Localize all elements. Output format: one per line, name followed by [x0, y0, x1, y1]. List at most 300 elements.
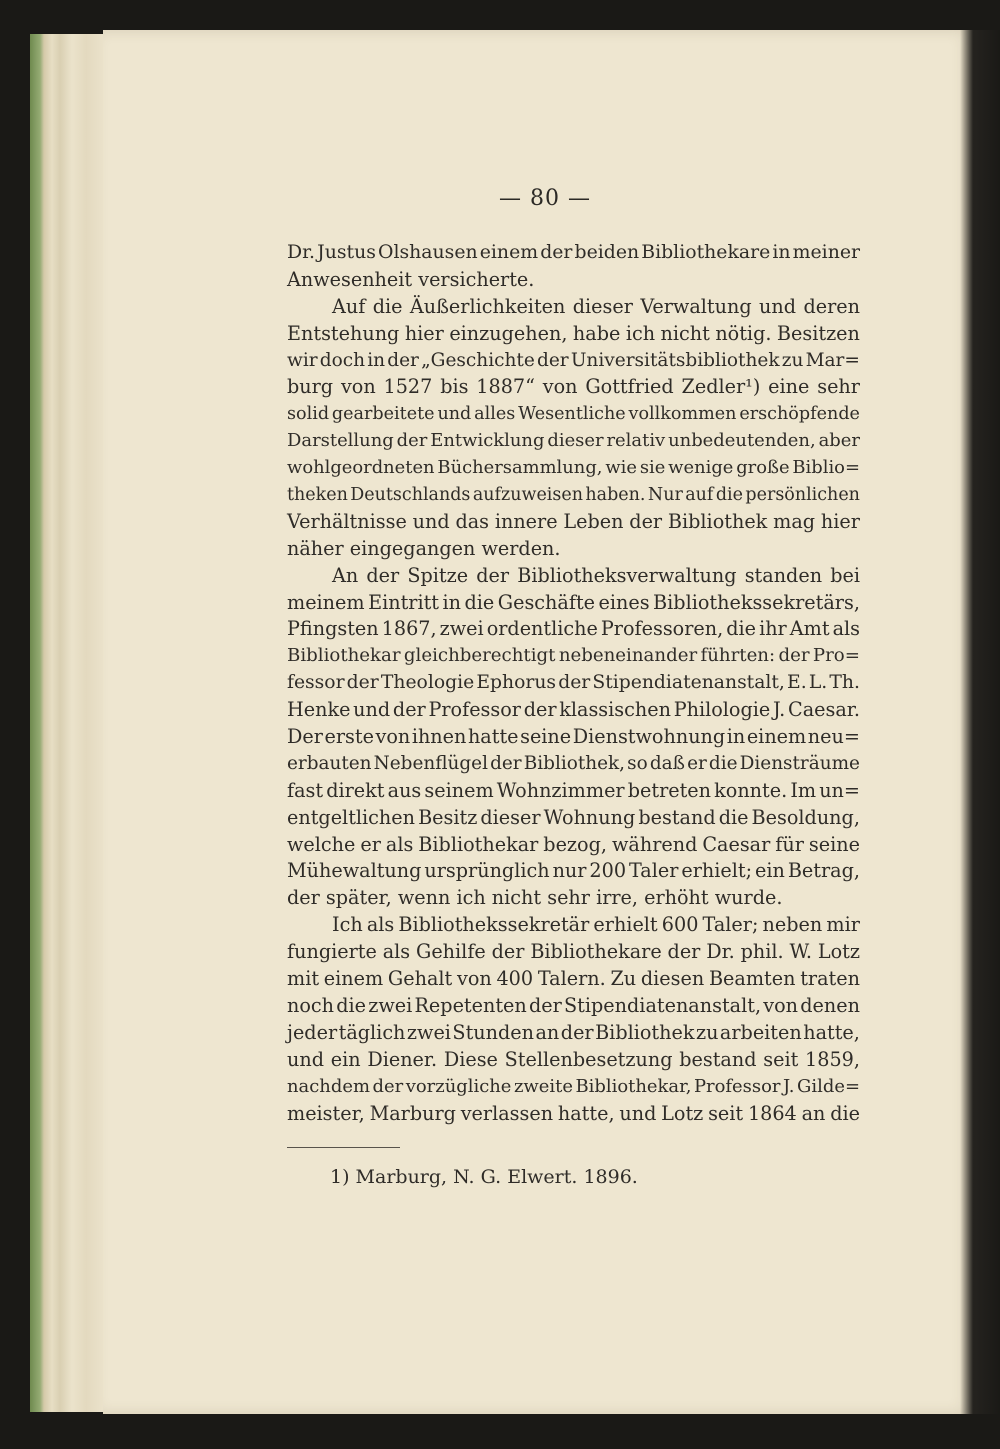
word: 1864: [747, 1101, 797, 1125]
word: Lotz: [661, 1101, 704, 1125]
word: wurde.: [714, 886, 783, 910]
word: 200: [589, 859, 627, 883]
word: Bibliothekar,: [575, 1075, 692, 1097]
word: Diensträume: [739, 752, 860, 774]
word: er: [687, 752, 707, 774]
word: sehr: [547, 886, 590, 910]
word: Nebenflügel: [373, 752, 488, 774]
footnote-rule: [287, 1147, 400, 1148]
word: ein: [330, 1047, 361, 1071]
word: die: [715, 485, 743, 506]
word: ihr: [759, 617, 787, 641]
word: und: [353, 698, 391, 722]
text-line: [287, 832, 860, 859]
word: zweite: [513, 1075, 573, 1097]
word: der: [372, 1075, 404, 1097]
word: habe: [572, 321, 621, 345]
word: Bibliothekare: [530, 940, 662, 964]
text-line: [287, 240, 860, 267]
word: mir: [826, 913, 860, 937]
word: denen: [800, 993, 860, 1017]
word: seit: [708, 1101, 744, 1125]
text-line: [287, 778, 860, 805]
word: und: [412, 509, 450, 533]
text-line: [287, 885, 860, 912]
word: irre,: [596, 886, 638, 910]
word: L.: [808, 672, 828, 694]
word: diesen: [640, 967, 705, 991]
text-line: [287, 643, 860, 670]
word: der: [540, 242, 573, 263]
word: Ich: [332, 913, 363, 937]
word: der: [287, 886, 320, 910]
word: die: [830, 1101, 860, 1125]
word: von: [456, 967, 492, 991]
word: Olshausen: [378, 242, 478, 263]
word: nur: [552, 859, 587, 883]
word: erhielt;: [681, 859, 753, 883]
word: Wohnzimmer: [496, 778, 625, 802]
word: meiner: [792, 242, 860, 263]
word: seine: [520, 725, 572, 749]
text-line: [287, 805, 860, 832]
word: Universitätsbibliothek: [570, 349, 780, 371]
word: traten: [800, 967, 860, 991]
word: gearbeitete: [331, 404, 435, 425]
word: Leben: [563, 509, 624, 533]
word: Diener.: [367, 1047, 438, 1071]
word: Bibliothekare: [641, 242, 771, 263]
text-line: [287, 1101, 860, 1128]
word: eines: [598, 590, 650, 614]
word: und: [759, 294, 797, 318]
word: später,: [325, 886, 392, 910]
word: aufzuweisen: [472, 485, 583, 506]
word: Pro=: [812, 645, 860, 667]
text-line: [287, 858, 860, 885]
word: ursprünglich: [424, 859, 550, 883]
word: An: [332, 563, 359, 587]
text-line: [287, 563, 860, 590]
word: der: [392, 698, 426, 722]
word: Philologie: [673, 698, 771, 722]
word: von: [375, 725, 411, 749]
word: nebeneinander: [558, 645, 698, 667]
word: wenn: [397, 886, 451, 910]
word: Dienstwohnung: [572, 725, 726, 749]
word: bei: [830, 563, 860, 587]
word: während: [611, 832, 698, 856]
word: verlassen: [460, 1101, 554, 1125]
word: ein: [755, 859, 785, 883]
word: dieser: [572, 294, 633, 318]
word: bis: [440, 375, 469, 399]
word: zwei: [406, 1020, 451, 1044]
text-line: [287, 536, 860, 563]
word: erhöht: [644, 886, 709, 910]
word: an: [535, 1020, 560, 1044]
word: versicherte.: [418, 267, 535, 291]
word: näher: [287, 536, 344, 560]
word: Bibliotheksverwaltung: [517, 563, 737, 587]
word: in: [442, 590, 462, 614]
word: hier: [404, 321, 444, 345]
word: haben.: [585, 485, 646, 506]
word: entgeltlichen: [287, 805, 415, 829]
word: auf: [685, 485, 714, 506]
word: 1527: [383, 375, 433, 399]
word: Gehilfe: [416, 940, 486, 964]
word: von: [340, 375, 376, 399]
word: einem: [479, 242, 539, 263]
word: als: [382, 940, 411, 964]
word: Bibliothekssekretärs,: [653, 590, 860, 614]
word: Caesar.: [788, 698, 860, 722]
word: bestand: [679, 1047, 757, 1071]
word: als: [366, 913, 395, 937]
word: so: [627, 752, 648, 774]
word: neu=: [807, 725, 860, 749]
word: die: [464, 590, 495, 614]
word: Wohnung: [543, 805, 636, 829]
text-line: [287, 1074, 860, 1101]
word: einem: [323, 967, 384, 991]
word: solid: [287, 404, 330, 425]
word: Bibliothekssekretär: [398, 913, 590, 937]
word: nötig.: [715, 321, 772, 345]
word: bestand: [638, 805, 716, 829]
word: Zedler¹): [681, 375, 761, 399]
word: 1887“: [476, 375, 535, 399]
word: einem: [746, 725, 807, 749]
word: Mar=: [805, 349, 860, 371]
word: noch: [287, 993, 335, 1017]
word: und: [619, 1101, 657, 1125]
word: fast: [287, 778, 324, 802]
word: J.: [783, 1075, 795, 1097]
word: Stunden: [452, 1020, 534, 1044]
word: das: [455, 509, 490, 533]
word: Äußerlichkeiten: [409, 294, 566, 318]
text-line: [287, 697, 860, 724]
word: für: [775, 832, 804, 856]
word: an: [801, 1101, 826, 1125]
word: die: [718, 805, 749, 829]
text-line: [287, 993, 860, 1020]
word: der: [387, 349, 419, 371]
word: aber: [818, 430, 860, 452]
word: Wesentliche: [518, 404, 626, 425]
word: theken: [287, 485, 348, 506]
binding-shadow: [960, 30, 1000, 1414]
word: seinem: [424, 778, 494, 802]
word: Professoren,: [600, 617, 724, 641]
text-line: [287, 509, 860, 536]
word: eingegangen: [349, 536, 476, 560]
word: die: [372, 294, 403, 318]
word: der: [558, 672, 591, 694]
word: Auf: [332, 294, 366, 318]
word: Diese: [443, 1047, 498, 1071]
word: gleichberechtigt: [403, 645, 556, 667]
word: fungierte: [287, 940, 377, 964]
word: Bibliothekar: [287, 645, 401, 667]
word: der: [537, 349, 569, 371]
word: Zu: [610, 967, 637, 991]
word: Bibliothek,: [523, 752, 626, 774]
word: in: [772, 242, 791, 263]
word: er: [360, 832, 381, 856]
word: Pfingsten: [287, 617, 379, 641]
word: ich: [456, 886, 486, 910]
word: deren: [803, 294, 860, 318]
word: Nur: [647, 485, 683, 506]
word: Spitze: [407, 563, 469, 587]
word: 400: [496, 967, 534, 991]
word: die: [336, 993, 367, 1017]
word: Besitzen: [776, 321, 860, 345]
word: als: [385, 832, 414, 856]
word: zu: [695, 1020, 719, 1044]
book-page-edges: [30, 34, 110, 1412]
word: E.: [787, 672, 807, 694]
word: und: [437, 404, 472, 425]
word: Theologie: [380, 672, 475, 694]
word: der: [629, 509, 663, 533]
word: mag: [773, 509, 816, 533]
word: und: [287, 1047, 324, 1071]
word: meister,: [287, 1101, 365, 1125]
word: Bibliothek: [667, 509, 768, 533]
word: Besoldung,: [751, 805, 860, 829]
word: ordentliche: [486, 617, 598, 641]
body-text: [287, 240, 860, 1140]
word: erhielt: [593, 913, 658, 937]
word: Entwicklung: [430, 430, 545, 452]
word: wohlgeordneten: [287, 457, 435, 479]
text-line: [287, 939, 860, 966]
text-line: [287, 294, 860, 321]
word: erschöpfende: [739, 404, 860, 425]
word: J.: [772, 698, 786, 722]
word: standen: [744, 563, 823, 587]
word: dieser: [480, 805, 541, 829]
word: in: [726, 725, 746, 749]
word: einzugehen,: [449, 321, 568, 345]
text-line: [287, 267, 860, 294]
text-line: [287, 751, 860, 778]
word: als: [832, 617, 860, 641]
text-line: [287, 724, 860, 751]
word: Stellenbesetzung: [504, 1047, 673, 1071]
word: ihnen: [411, 725, 467, 749]
word: in: [367, 349, 386, 371]
word: Taler: [628, 859, 679, 883]
word: jeder: [287, 1020, 338, 1044]
word: Amt: [789, 617, 830, 641]
word: Gehalt: [387, 967, 453, 991]
word: sie: [639, 457, 666, 479]
word: 1867,: [381, 617, 437, 641]
word: wir: [287, 349, 318, 371]
word: arbeiten: [719, 1020, 802, 1044]
word: Im: [790, 778, 817, 802]
word: Talern.: [537, 967, 606, 991]
word: hatte,: [803, 1020, 860, 1044]
word: bezog,: [543, 832, 607, 856]
word: von: [542, 375, 578, 399]
word: der: [778, 645, 810, 667]
word: der: [366, 563, 400, 587]
word: fessor: [287, 672, 345, 694]
word: doch: [319, 349, 366, 371]
word: Betrag,: [787, 859, 860, 883]
word: Verhältnisse: [287, 509, 407, 533]
word: Taler;: [702, 913, 759, 937]
word: seit: [763, 1047, 799, 1071]
word: Gottfried: [585, 375, 674, 399]
word: hatte: [467, 725, 519, 749]
word: Anwesenheit: [287, 267, 413, 291]
word: sehr: [817, 375, 860, 399]
word: nicht: [660, 321, 710, 345]
word: relativ: [606, 430, 666, 452]
text-line: [287, 912, 860, 939]
word: Caesar: [702, 832, 771, 856]
word: zwei: [439, 617, 484, 641]
word: betreten: [627, 778, 712, 802]
word: hier: [820, 509, 860, 533]
word: Büchersammlung,: [437, 457, 603, 479]
word: meinem: [287, 590, 365, 614]
word: seine: [808, 832, 860, 856]
word: große: [736, 457, 790, 479]
word: der: [560, 1020, 594, 1044]
word: Stipendiatenanstalt,: [592, 672, 785, 694]
word: Stipendiatenanstalt,: [564, 993, 762, 1017]
word: Besitz: [418, 805, 478, 829]
word: innere: [494, 509, 558, 533]
word: ich: [625, 321, 656, 345]
word: Lotz: [817, 940, 860, 964]
word: Beamten: [708, 967, 796, 991]
word: Henke: [287, 698, 351, 722]
word: Verwaltung: [640, 294, 752, 318]
word: konnte.: [714, 778, 788, 802]
word: nicht: [491, 886, 542, 910]
footnote: 1) Marburg, N. G. Elwert. 1896.: [330, 1166, 638, 1188]
word: der: [529, 993, 562, 1017]
word: alles: [474, 404, 516, 425]
word: der: [346, 672, 379, 694]
word: un=: [819, 778, 860, 802]
word: wie: [605, 457, 637, 479]
text-line: [287, 616, 860, 643]
word: Eintritt: [368, 590, 440, 614]
word: dieser: [547, 430, 604, 452]
word: Ephorus: [476, 672, 557, 694]
word: Entstehung: [287, 321, 400, 345]
word: Geschäfte: [497, 590, 596, 614]
word: neben: [762, 913, 823, 937]
word: der: [490, 752, 522, 774]
word: phil.: [740, 940, 784, 964]
word: „Geschichte: [421, 349, 535, 371]
word: Repetenten: [414, 993, 527, 1017]
word: Deutschlands: [350, 485, 471, 506]
word: daß: [649, 752, 685, 774]
word: nachdem: [287, 1075, 370, 1097]
word: Mühewaltung: [287, 859, 422, 883]
word: Dr.: [287, 242, 316, 263]
text-line: [287, 590, 860, 617]
word: Der: [287, 725, 323, 749]
word: Marburg: [369, 1101, 456, 1125]
word: zwei: [368, 993, 413, 1017]
word: Professor: [693, 1075, 781, 1097]
word: klassischen: [559, 698, 671, 722]
word: von: [763, 993, 799, 1017]
text-line: [287, 966, 860, 993]
word: mit: [287, 967, 320, 991]
word: Professor: [428, 698, 521, 722]
word: Darstellung: [287, 430, 394, 452]
word: burg: [287, 375, 334, 399]
word: Th.: [829, 672, 860, 694]
word: wenige: [668, 457, 734, 479]
text-line: [287, 1020, 860, 1047]
word: die: [726, 617, 757, 641]
word: W.: [789, 940, 812, 964]
text-line: [287, 1047, 860, 1074]
word: Justus: [317, 242, 376, 263]
word: vollkommen: [628, 404, 737, 425]
word: der: [396, 430, 428, 452]
word: der: [523, 698, 557, 722]
word: 600: [661, 913, 699, 937]
word: unbedeutenden,: [668, 430, 816, 452]
word: direkt: [326, 778, 385, 802]
word: vorzügliche: [405, 1075, 512, 1097]
word: der: [491, 940, 525, 964]
text-line: [287, 348, 860, 375]
word: persönlichen: [745, 485, 860, 506]
word: Gilde=: [797, 1075, 860, 1097]
word: erbauten: [287, 752, 372, 774]
page-number: — 80 —: [499, 186, 591, 211]
word: eine: [768, 375, 810, 399]
word: welche: [287, 832, 356, 856]
word: erste: [324, 725, 374, 749]
word: der: [667, 940, 701, 964]
word: der: [476, 563, 510, 587]
word: hatte,: [557, 1101, 615, 1125]
word: führten:: [700, 645, 776, 667]
text-line: [287, 455, 860, 482]
text-line: [287, 428, 860, 455]
text-line: [287, 321, 860, 348]
word: Dr.: [706, 940, 735, 964]
word: Bibliothekar: [418, 832, 539, 856]
word: aus: [387, 778, 422, 802]
text-line: [287, 482, 860, 509]
word: die: [708, 752, 738, 774]
word: Biblio=: [792, 457, 860, 479]
word: werden.: [481, 536, 561, 560]
text-line: [287, 374, 860, 401]
word: Bibliothek: [595, 1020, 695, 1044]
word: täglich: [338, 1020, 406, 1044]
